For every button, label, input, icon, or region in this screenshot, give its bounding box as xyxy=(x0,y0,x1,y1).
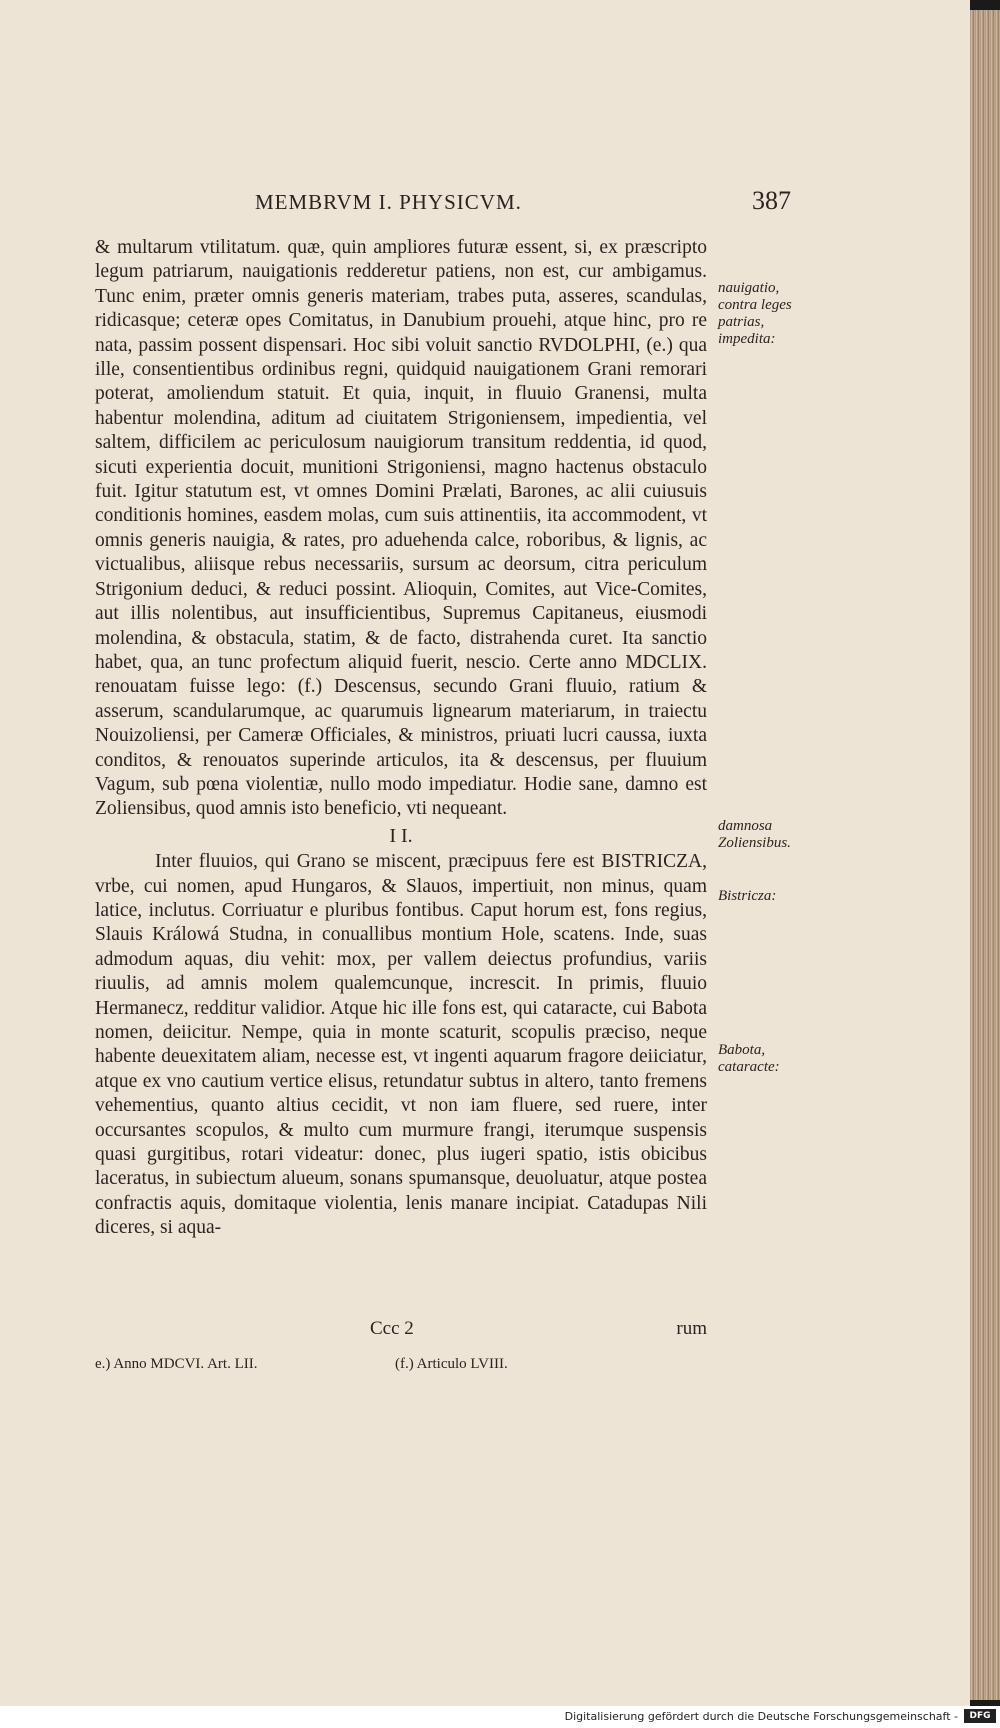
footnote-f: (f.) Articulo LVIII. xyxy=(395,1356,508,1372)
margin-note-bistricza: Bistricza: xyxy=(718,888,777,904)
signature-mark: Ccc 2 xyxy=(370,1318,414,1339)
page-number: 387 xyxy=(752,186,791,215)
paragraph-1: & multarum vtilitatum. quæ, quin ampliores futuræ essent, si, ex præscripto legum patriarum, nauigationis redderetur patiens, non est, cur ambigamus. Tunc enim, præter omnis generis materiam, trabes puta, asseres, scandulas, ridicasque; ceteræ opes Comitatus, in Danubium prouehi, atque hinc, pro re nata, passim possent dispensari. Hoc sibi voluit sanctio RVDOLPHI, (e.) qua ille, consentientibus ordinibus regni, quidquid nauigationem Grani remorari poterat, amoliendum statuit. Et quia, inquit, in fluuio Granensi, multa habentur molendina, aditum ad ciuitatem Strigoniensem, impedientia, vel saltem, difficilem ac periculosum nauigiorum transitum reddentia, id quod, sicuti experientia docuit, munitioni Strigoniensi, magno hactenus obstaculo fuit. Igitur statutum est, vt omnes Domini Prælati, Barones, ac alii cuiusuis conditionis homines, easdem molas, cum suis attinentiis, ita accommodent, vt omnis generis nauigia, & rates, pro aduehenda calce, roboribus, & lignis, ac victualibus, aliisque rebus necessariis, sursum ac deorsum, citra periculum Strigonium deduci, & reduci possint. Alioquin, Comites, aut Vice-Comites, aut illis nolentibus, aut insufficientibus, Supremus Capitaneus, eiusmodi molendina, & obstacula, statim, & de facto, distrahenda curet. Ita sanctio habet, qua, an tunc profectum aliquid fuerit, nescio. Certe anno MDCLIX. renouatam fuisse lego: (f.) Descensus, secundo Grani fluuio, ratium & asserum, scandularumque, ac quarumuis lignearum materiarum, in traiectu Nouizoliensi, per Cameræ Officiales, & ministros, priuati lucri caussa, iuxta conditos, & renouatos superinde articulos, ita & descensus, per fluuium Vagum, sub pœna violentiæ, nullo modo impediatur. Hodie sane, damno est Zoliensibus, quod amnis isto beneficio, vti nequeant. xyxy=(95,237,707,820)
dfg-logo: DFG xyxy=(964,1709,996,1723)
catchword: rum xyxy=(676,1318,707,1339)
paragraph-2: Inter fluuios, qui Grano se miscent, præcipuus fere est BISTRICZA, vrbe, cui nomen, apud Hungaros, & Slauos, impertiuit, non minus, quam latice, inclutus. Corriuatur e pluribus fontibus. Caput horum est, fons regius, Slauis Králowá Studna, in conuallibus montium Hole, scatens. Inde, suas admodum aquas, diu vehit: mox, per vallem deiectus profundius, variis riuulis, ad amnis molem qualemcunque, increscit. In primis, fluuio Hermanecz, redditur validior. Atque hic ille fons est, qui cataracte, cui Babota nomen, deiicitur. Nempe, quia in monte scaturit, scopulis præciso, neque habente deuexitatem aliam, necesse est, vt ingenti aquarum fragore deiiciatur, atque ex vno cautium vertice elisus, retundatur subtus in altero, tanto fremens vehementius, quanto altius cecidit, vt non iam fluere, sed ruere, inter occursantes scopulos, & multo cum murmure frangi, iterumque suspensis quasi gurgitibus, rotari videatur: donec, plus iugeri spatio, istis obicibus laceratus, in subiectum alueum, sonans spumansque, deuoluatur, atque postea confractis aquis, domitaque violentia, lenis manare incipiat. Catadupas Nili diceres, si aqua- xyxy=(95,851,707,1239)
catchline xyxy=(95,1318,707,1342)
footnotes xyxy=(95,1356,707,1378)
page-edge-stack xyxy=(970,10,1000,1700)
body-text xyxy=(95,236,707,1241)
margin-note-babota: Babota, cataracte: xyxy=(718,1042,780,1075)
digitization-credit: Digitalisierung gefördert durch die Deutsche Forschungsgemeinschaft - xyxy=(564,1710,958,1723)
margin-note-nauigatio: nauigatio, contra leges patrias, impedita: xyxy=(718,280,792,347)
running-head: MEMBRVM I. PHYSICVM. xyxy=(255,190,522,214)
section-heading: I I. xyxy=(389,824,413,847)
margin-note-damnosa: damnosa Zoliensibus. xyxy=(718,818,791,851)
footnote-e: e.) Anno MDCVI. Art. LII. xyxy=(95,1356,258,1372)
